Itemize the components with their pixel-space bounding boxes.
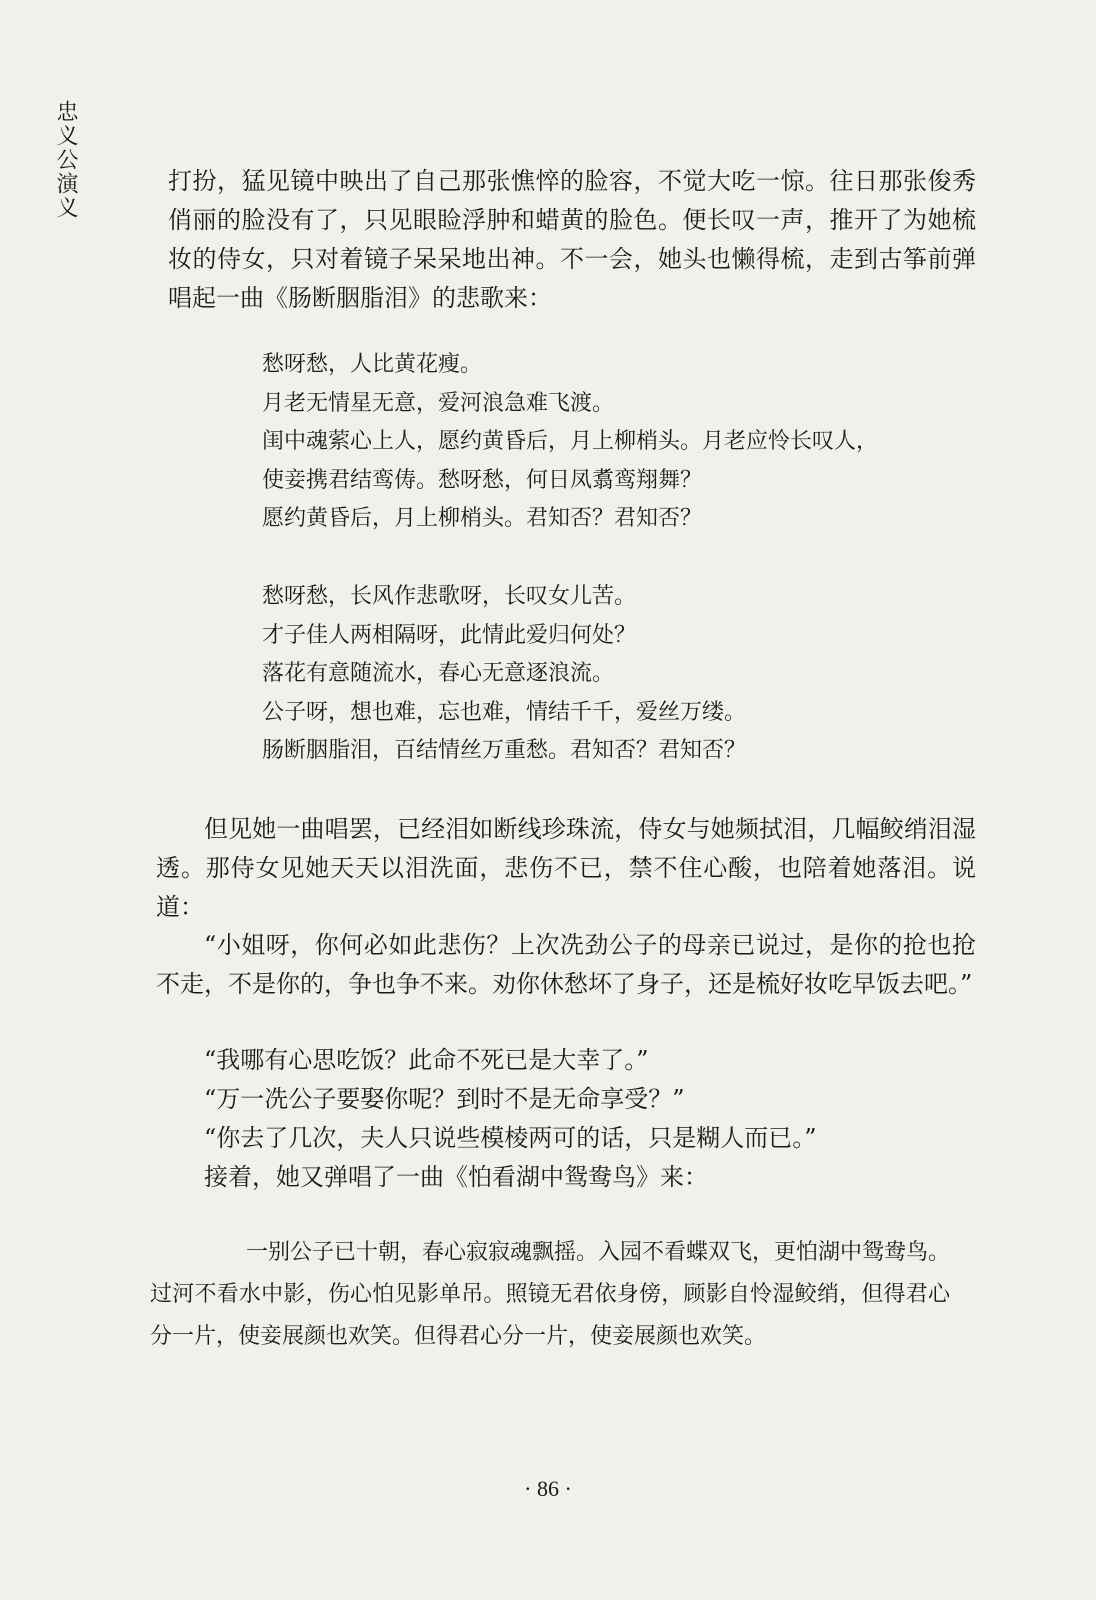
song-line: 使妾携君结鸾俦。愁呀愁，何日凤翥鸾翔舞？	[262, 467, 703, 493]
page-number: · 86 ·	[524, 1476, 572, 1501]
paragraph-next-song-intro: 接着，她又弹唱了一曲《怕看湖中鸳鸯鸟》来：	[204, 1163, 708, 1191]
running-head: 忠义公演义	[53, 100, 78, 220]
paragraph-reply-2: “万一冼公子要娶你呢？到时不是无命享受？”	[204, 1085, 685, 1113]
song-stanza-2	[262, 578, 962, 771]
paragraph-opening: 打扮，猛见镜中映出了自己那张憔悴的脸容，不觉大吃一惊。往日那张俊秀俏丽的脸没有了，只见眼睑浮肿和蜡黄的脸色。便长叹一声，推开了为她梳妆的侍女，只对着镜子呆呆地出神。不一会，她头也懒得梳，走到古筝前弹唱起一曲《肠断胭脂泪》的悲歌来：	[168, 167, 976, 312]
song-line: 月老无情星无意，爱河浪急难飞渡。	[262, 390, 615, 416]
song-line: 落花有意随流水，春心无意逐浪流。	[262, 661, 615, 687]
song-2-text: 一别公子已十朝，春心寂寂魂飘摇。入园不看蝶双飞，更怕湖中鸳鸯鸟。过河不看水中影，伤心怕见影单吊。照镜无君依身傍，顾影自怜湿鲛绡，但得君心分一片，使妾展颜也欢笑。但得君心分一片，使妾展颜也欢笑。	[150, 1240, 951, 1349]
song-line: 愁呀愁，长风作悲歌呀，长叹女儿苦。	[262, 584, 637, 609]
song-line: 愿约黄昏后，月上柳梢头。君知否？君知否？	[262, 506, 703, 532]
paragraph-maid-speech: “小姐呀，你何必如此悲伤？上次冼劲公子的母亲已说过，是你的抢也抢不走，不是你的，争也争不来。劝你休愁坏了身子，还是梳好妆吃早饭去吧。”	[156, 931, 976, 998]
song-line: 肠断胭脂泪，百结情丝万重愁。君知否？君知否？	[262, 738, 747, 764]
song-line: 闺中魂萦心上人，愿约黄昏后，月上柳梢头。月老应怜长叹人，	[262, 429, 879, 455]
song-line: 公子呀，想也难，忘也难，情结千千，爱丝万缕。	[262, 699, 747, 725]
song-stanza-1	[262, 346, 962, 539]
song-line: 才子佳人两相隔呀，此情此爱归何处？	[262, 622, 637, 648]
paragraph-reply-1: “我哪有心思吃饭？此命不死已是大幸了。”	[204, 1046, 649, 1074]
paragraph-reply-3: “你去了几次，夫人只说些模棱两可的话，只是糊人而已。”	[204, 1124, 817, 1152]
song-line: 愁呀愁，人比黄花瘦。	[262, 352, 483, 377]
paragraph-after-song: 但见她一曲唱罢，已经泪如断线珍珠流，侍女与她频拭泪，几幅鲛绡泪湿透。那侍女见她天天以泪洗面，悲伤不已，禁不住心酸，也陪着她落泪。说道：	[156, 815, 976, 921]
